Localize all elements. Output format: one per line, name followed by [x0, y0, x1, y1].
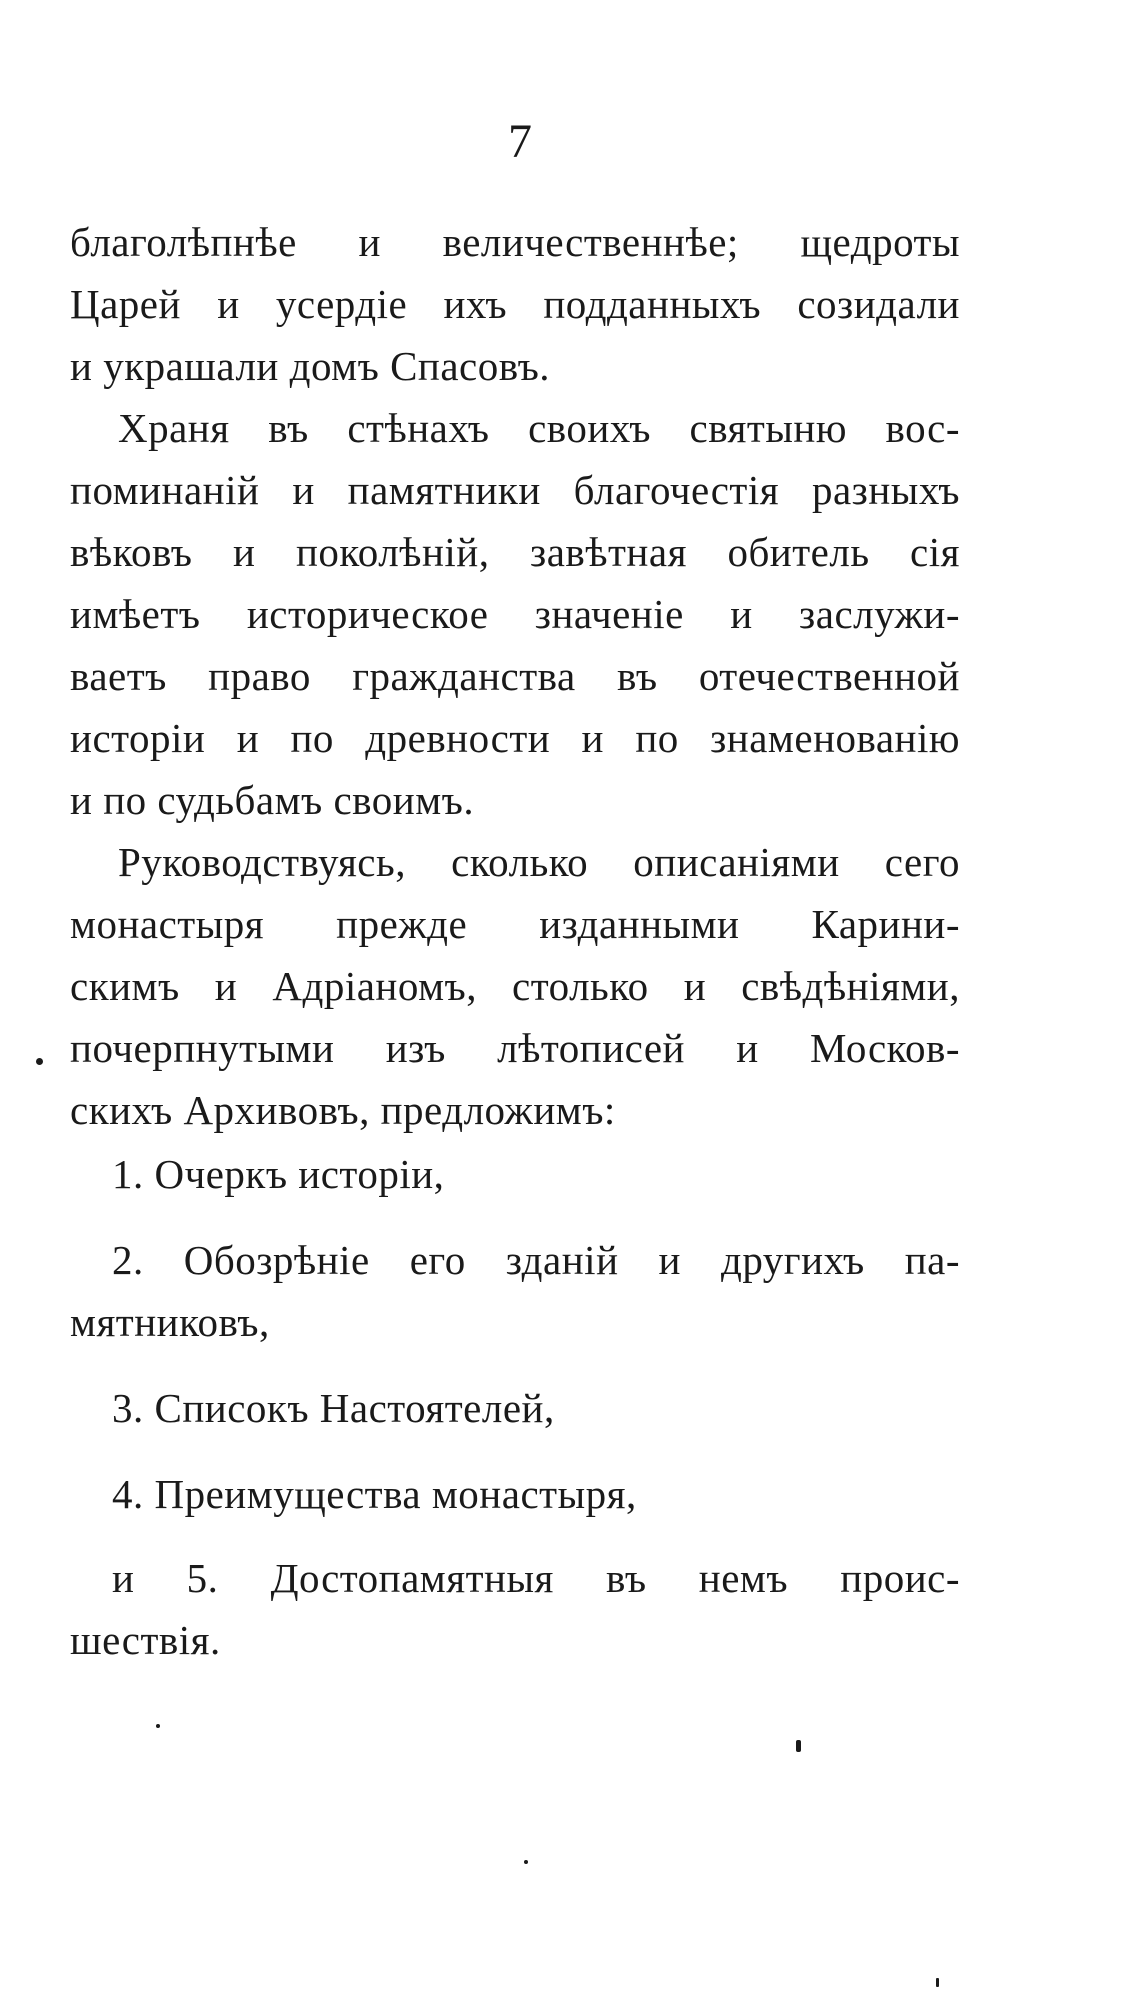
text-line: ваетъ право гражданства въ отечественной: [70, 653, 960, 699]
list-item: 1. Очеркъ исторіи,: [112, 1151, 445, 1197]
text-line: и по судьбамъ своимъ.: [70, 777, 475, 823]
print-speck: [524, 1860, 528, 1864]
text-line: вѣковъ и поколѣній, завѣтная обитель сія: [70, 529, 960, 575]
list-item-continuation: мятниковъ,: [70, 1299, 270, 1345]
text-line: и украшали домъ Спасовъ.: [70, 343, 551, 389]
print-speck: [936, 1978, 939, 1987]
text-line: монастыря прежде изданными Карини-: [70, 901, 960, 947]
list-item: 4. Преимущества монастыря,: [112, 1471, 637, 1517]
text-line: благолѣпнѣе и величественнѣе; щедроты: [70, 219, 960, 265]
text-line: скихъ Архивовъ, предложимъ:: [70, 1087, 616, 1133]
list-item-continuation: шествія.: [70, 1617, 221, 1663]
text-line: почерпнутыми изъ лѣтописей и Москов-: [70, 1025, 960, 1071]
text-line: скимъ и Адріаномъ, столько и свѣдѣніями,: [70, 963, 960, 1009]
list-item: 3. Списокъ Настоятелей,: [112, 1385, 555, 1431]
print-speck: [156, 1724, 160, 1728]
list-item: и 5. Достопамятныя въ немъ проис-: [112, 1555, 960, 1601]
text-line: исторіи и по древности и по знаменованію: [70, 715, 960, 761]
text-line: Руководствуясь, сколько описаніями сего: [118, 839, 960, 885]
print-speck: [796, 1740, 801, 1752]
text-line: имѣетъ историческое значеніе и заслужи-: [70, 591, 960, 637]
list-item: 2. Обозрѣніе его зданій и другихъ па-: [112, 1237, 960, 1283]
text-line: Царей и усердіе ихъ подданныхъ созидали: [70, 281, 960, 327]
print-speck: [36, 1058, 43, 1065]
page-number: 7: [508, 115, 532, 168]
text-line: поминаній и памятники благочестія разныхъ: [70, 467, 960, 513]
text-line: Храня въ стѣнахъ своихъ святыню вос-: [118, 405, 960, 451]
